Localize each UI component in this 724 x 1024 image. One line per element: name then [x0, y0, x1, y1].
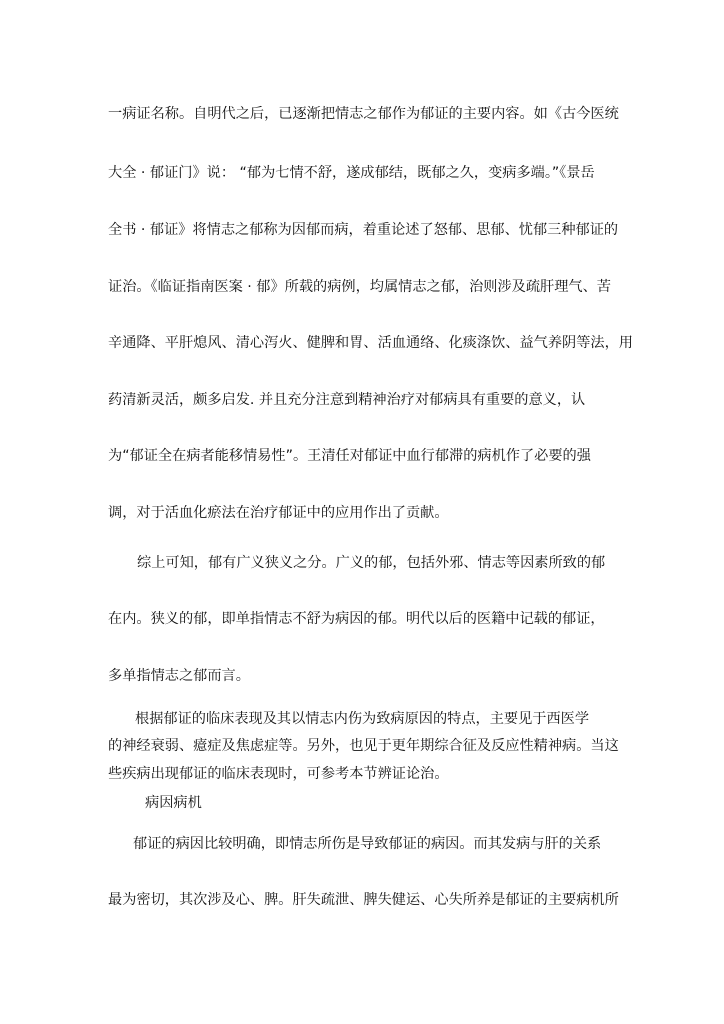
text-line-13: 的神经衰弱、癔症及焦虑症等。另外，也见于更年期综合征及反应性精神病。当这: [108, 738, 619, 754]
text-line-16: 郁证的病因比较明确，即情志所伤是导致郁证的病因。而其发病与肝的关系: [133, 836, 602, 852]
text-line-14: 些疾病出现郁证的临床表现时，可参考本节辨证论治。: [108, 766, 449, 782]
text-line-9: 综上可知，郁有广义狭义之分。广义的郁，包括外邪、情志等因素所致的郁: [137, 555, 606, 571]
text-line-4: 证治。《临证指南医案 · 郁》所载的病例，均属情志之郁，治则涉及疏肝理气、苦: [108, 279, 611, 295]
text-line-17: 最为密切，其次涉及心、脾。肝失疏泄、脾失健运、心失所养是郁证的主要病机所: [108, 892, 619, 908]
text-line-2: 大全 · 郁证门》说： “郁为七情不舒，遂成郁结，既郁之久，变病多端。”《景岳: [108, 165, 595, 181]
text-line-1: 一病证名称。自明代之后，已逐渐把情志之郁作为郁证的主要内容。如《古今医统: [108, 106, 619, 122]
text-line-12: 根据郁证的临床表现及其以情志内伤为致病原因的特点，主要见于西医学: [135, 711, 590, 727]
text-line-7: 为“郁证全在病者能移情易性”。王清任对郁证中血行郁滞的病机作了必要的强: [108, 448, 591, 464]
text-line-5: 辛通降、平肝熄风、清心泻火、健脾和胃、活血通络、化痰涤饮、益气养阴等法，用: [108, 335, 633, 351]
section-heading: 病因病机: [145, 795, 202, 811]
text-line-10: 在内。狭义的郁，即单指情志不舒为病因的郁。明代以后的医籍中记载的郁证，: [108, 611, 605, 627]
text-line-8: 调，对于活血化瘀法在治疗郁证中的应用作出了贡献。: [108, 505, 449, 521]
text-line-11: 多单指情志之郁而言。: [108, 668, 250, 684]
text-line-3: 全书 · 郁证》将情志之郁称为因郁而病，着重论述了怒郁、思郁、忧郁三种郁证的: [108, 222, 619, 238]
text-line-6: 药清新灵活，颇多启发. 并且充分注意到精神治疗对郁病具有重要的意义，认: [108, 392, 586, 408]
